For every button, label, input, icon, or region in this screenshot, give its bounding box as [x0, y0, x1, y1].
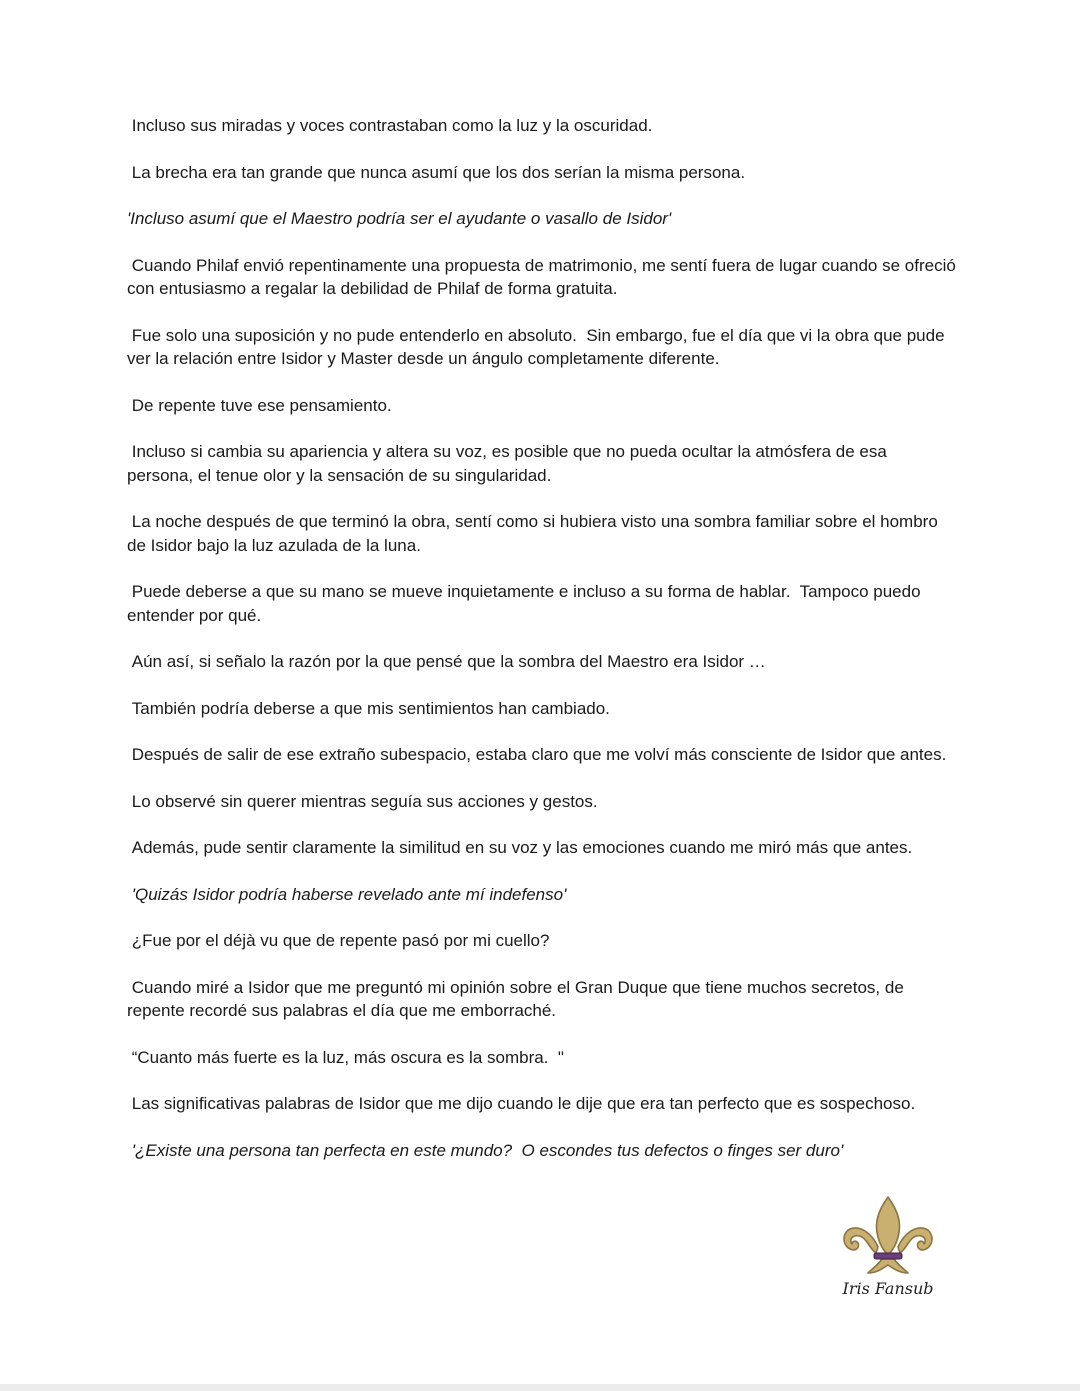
paragraph: 'Quizás Isidor podría haberse revelado ante mí indefenso'	[127, 884, 567, 904]
paragraph: La brecha era tan grande que nunca asumí que los dos serían la misma persona.	[127, 162, 746, 182]
paragraph: Las significativas palabras de Isidor que me dijo cuando le dije que era tan perfecto que es sospechoso.	[127, 1094, 916, 1113]
document-body	[127, 114, 961, 1185]
paragraph: Incluso sus miradas y voces contrastaban como la luz y la oscuridad.	[127, 116, 653, 135]
paragraph: Además, pude sentir claramente la similitud en su voz y las emociones cuando me miró más que antes.	[127, 838, 913, 857]
paragraph: Después de salir de ese extraño subespacio, estaba claro que me volví más consciente de Isidor que antes.	[127, 745, 947, 764]
fleur-de-lis-icon	[838, 1193, 938, 1283]
paragraph: Fue solo una suposición y no pude entenderlo en absoluto. Sin embargo, fue el día que vi la obra que pude ver la relación entre Isidor y Master desde un ángulo completamente diferente.	[127, 325, 950, 368]
paragraph: La noche después de que terminó la obra, sentí como si hubiera visto una sombra familiar sobre el hombro de Isidor bajo la luz azulada de la luna.	[127, 512, 943, 555]
paragraph: “Cuanto más fuerte es la luz, más oscura es la sombra. "	[127, 1047, 564, 1067]
paragraph: Puede deberse a que su mano se mueve inquietamente e incluso a su forma de hablar. Tampoco puedo entender por qué.	[127, 582, 926, 625]
watermark-logo	[838, 1193, 948, 1308]
paragraph: Lo observé sin querer mientras seguía sus acciones y gestos.	[127, 791, 598, 811]
watermark-text: Iris Fansub	[842, 1279, 934, 1298]
paragraph: Incluso si cambia su apariencia y altera su voz, es posible que no pueda ocultar la atmósfera de esa persona, el tenue olor y la sensación de su singularidad.	[127, 442, 892, 485]
paragraph: 'Incluso asumí que el Maestro podría ser el ayudante o vasallo de Isidor'	[127, 209, 672, 228]
paragraph: Cuando miré a Isidor que me preguntó mi opinión sobre el Gran Duque que tiene muchos secretos, de repente recordé sus palabras el día que me emborraché.	[127, 977, 909, 1020]
paragraph: ¿Fue por el déjà vu que de repente pasó por mi cuello?	[127, 931, 550, 950]
page-bottom-edge	[0, 1384, 1080, 1391]
paragraph: '¿Existe una persona tan perfecta en este mundo? O escondes tus defectos o finges ser duro'	[127, 1140, 844, 1160]
paragraph: Cuando Philaf envió repentinamente una propuesta de matrimonio, me sentí fuera de lugar cuando se ofreció con entusiasmo a regalar la debilidad de Philaf de forma gratuita.	[127, 255, 961, 298]
paragraph: También podría deberse a que mis sentimientos han cambiado.	[127, 698, 610, 718]
paragraph: Aún así, si señalo la razón por la que pensé que la sombra del Maestro era Isidor …	[127, 652, 766, 671]
paragraph: De repente tuve ese pensamiento.	[127, 395, 392, 415]
